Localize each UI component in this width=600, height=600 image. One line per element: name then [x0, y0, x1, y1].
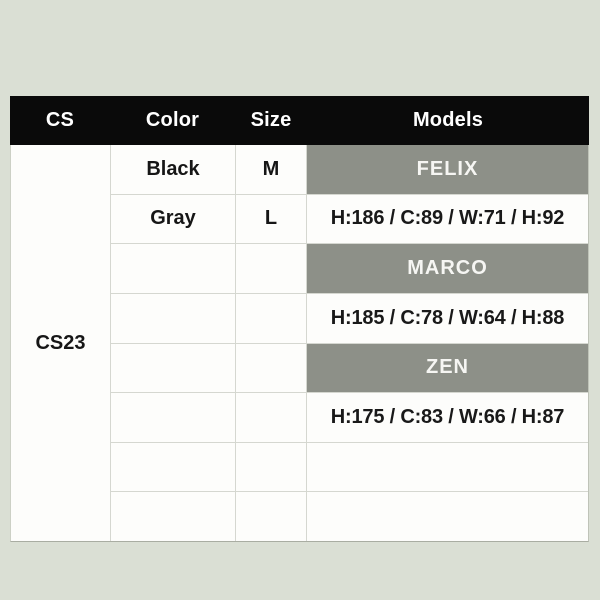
cell-color — [111, 244, 236, 293]
table-rows — [111, 145, 588, 541]
cell-size — [236, 244, 307, 293]
header-size: Size — [250, 109, 292, 131]
cell-color — [111, 492, 236, 541]
table-row — [111, 244, 588, 294]
spec-table — [10, 96, 589, 542]
cell-size — [236, 443, 307, 492]
cell-size — [236, 294, 307, 343]
model-name-bar: MARCO — [307, 244, 588, 293]
model-empty-cell — [307, 492, 588, 541]
header-cs: CS — [45, 109, 75, 131]
table-row — [111, 195, 588, 245]
table-body — [10, 145, 589, 542]
header-models: Models — [412, 109, 484, 131]
model-name-bar: ZEN — [307, 344, 588, 393]
table-row — [111, 443, 588, 493]
model-name-bar: FELIX — [307, 145, 588, 194]
header-color: Color — [145, 109, 200, 131]
cell-color: Gray — [111, 195, 236, 244]
cell-size: L — [236, 195, 307, 244]
cell-size — [236, 344, 307, 393]
table-row — [111, 492, 588, 541]
model-specs-cell: H:185 / C:78 / W:64 / H:88 — [330, 306, 565, 329]
table-row — [111, 393, 588, 443]
cell-color — [111, 294, 236, 343]
model-empty-cell — [307, 443, 588, 492]
model-specs-cell: H:186 / C:89 / W:71 / H:92 — [330, 207, 565, 230]
table-row — [111, 294, 588, 344]
model-specs-cell: H:175 / C:83 / W:66 / H:87 — [330, 405, 565, 428]
cell-size: M — [236, 145, 307, 194]
cell-size — [236, 393, 307, 442]
table-row — [111, 344, 588, 394]
cell-color — [111, 344, 236, 393]
table-header-row — [10, 96, 589, 145]
cell-color — [111, 393, 236, 442]
cell-color — [111, 443, 236, 492]
table-row — [111, 145, 588, 195]
cell-size — [236, 492, 307, 541]
cell-color: Black — [111, 145, 236, 194]
cs-merged-cell: CS23 — [11, 145, 111, 541]
